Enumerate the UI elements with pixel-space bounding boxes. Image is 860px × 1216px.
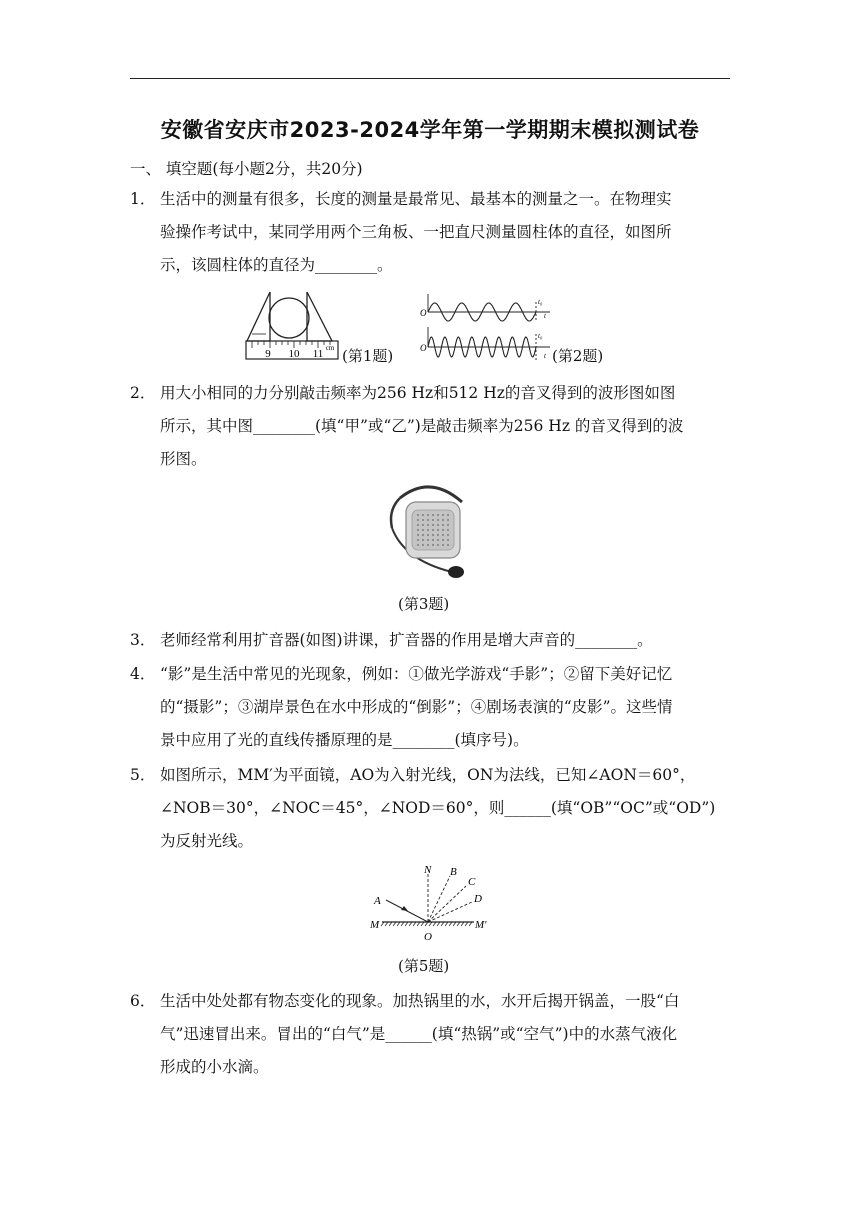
question-text-line: 老师经常利用扩音器(如图)讲课，扩音器的作用是增大声音的________。 [160, 631, 653, 649]
figure-1-caption: (第1题) [342, 347, 394, 365]
label-C: C [468, 876, 476, 888]
question-1 [130, 183, 732, 282]
ruler-unit: cm [325, 344, 335, 352]
question-text-line: 形成的小水滴。 [160, 1058, 269, 1076]
figure-5-caption: (第5题) [398, 957, 450, 975]
ruler-label-10: 10 [288, 348, 300, 360]
question-text-line: 所示，其中图________(填“甲”或“乙”)是敲击频率为256 Hz 的音叉得到的波 [160, 417, 684, 435]
question-number: 5． [130, 766, 156, 784]
question-text-line: 如图所示，MM′为平面镜，AO为入射光线，ON为法线，已知∠AON＝60°， [160, 766, 696, 784]
question-number: 1． [130, 190, 156, 208]
figure-1-ruler-diagram [244, 289, 344, 363]
question-2 [130, 377, 732, 476]
question-text-line: 的“摄影”；③湖岸景色在水中形成的“倒影”；④剧场表演的“皮影”。这些情 [160, 698, 673, 716]
t-label-bottom: t [544, 352, 546, 360]
question-text-line: 气”迅速冒出来。冒出的“白气”是______(填“热锅”或“空气”)中的水蒸气液化 [160, 1025, 678, 1043]
section-heading: 一、 填空题(每小题2分，共20分) [130, 160, 363, 178]
label-M-prime: M′ [475, 919, 487, 931]
question-text-line: 为反射光线。 [160, 832, 254, 850]
label-O: O [424, 931, 432, 943]
question-4 [130, 658, 732, 757]
question-6 [130, 985, 732, 1084]
label-N: N [424, 864, 432, 876]
question-number: 4． [130, 665, 156, 683]
question-3 [130, 624, 732, 657]
origin-label-top: O [420, 308, 427, 318]
question-text-line: 验操作考试中，某同学用两个三角板、一把直尺测量圆柱体的直径，如图所 [160, 223, 672, 241]
question-number: 6． [130, 992, 156, 1010]
figure-2-caption: (第2题) [552, 347, 604, 365]
question-5 [130, 759, 732, 858]
label-B: B [450, 866, 457, 878]
ruler-label-9: 9 [265, 348, 271, 360]
question-text-line: “影”是生活中常见的光现象，例如：①做光学游戏“手影”；②留下美好记忆 [160, 665, 673, 683]
origin-label-bottom: O [420, 343, 427, 353]
ruler-label-11: 11 [312, 348, 324, 360]
t-label-top: t [544, 312, 546, 320]
question-text-line: 用大小相同的力分别敲击频率为256 Hz和512 Hz的音叉得到的波形图如图 [160, 384, 676, 402]
page-title: 安徽省安庆市2023-2024学年第一学期期末模拟测试卷 [160, 118, 700, 142]
question-text-line: 示，该圆柱体的直径为________。 [160, 256, 393, 274]
top-rule [130, 78, 730, 79]
label-M: M [370, 919, 380, 931]
question-text-line: 景中应用了光的直线传播原理的是________(填序号)。 [160, 731, 529, 749]
label-D: D [474, 893, 482, 905]
question-text-line: 生活中处处都有物态变化的现象。加热锅里的水，水开后揭开锅盖，一股“白 [160, 992, 680, 1010]
question-number: 2． [130, 384, 156, 402]
question-text-line: 生活中的测量有很多，长度的测量是最常见、最基本的测量之一。在物理实 [160, 190, 672, 208]
figure-3-loudspeaker-image [382, 480, 478, 582]
question-text-line: 形图。 [160, 450, 207, 468]
figure-5-reflection-diagram [370, 862, 494, 944]
question-number: 3． [130, 631, 156, 649]
figure-3-caption: (第3题) [398, 595, 450, 613]
t0-label-top: t₀ [538, 298, 543, 306]
figure-2-waveforms [418, 292, 552, 362]
label-A: A [374, 895, 381, 907]
question-text-line: ∠NOB＝30°，∠NOC＝45°，∠NOD＝60°，则______(填“OB”“OC”或“OD”) [160, 799, 716, 817]
t0-label-bottom: t₀ [538, 332, 543, 340]
